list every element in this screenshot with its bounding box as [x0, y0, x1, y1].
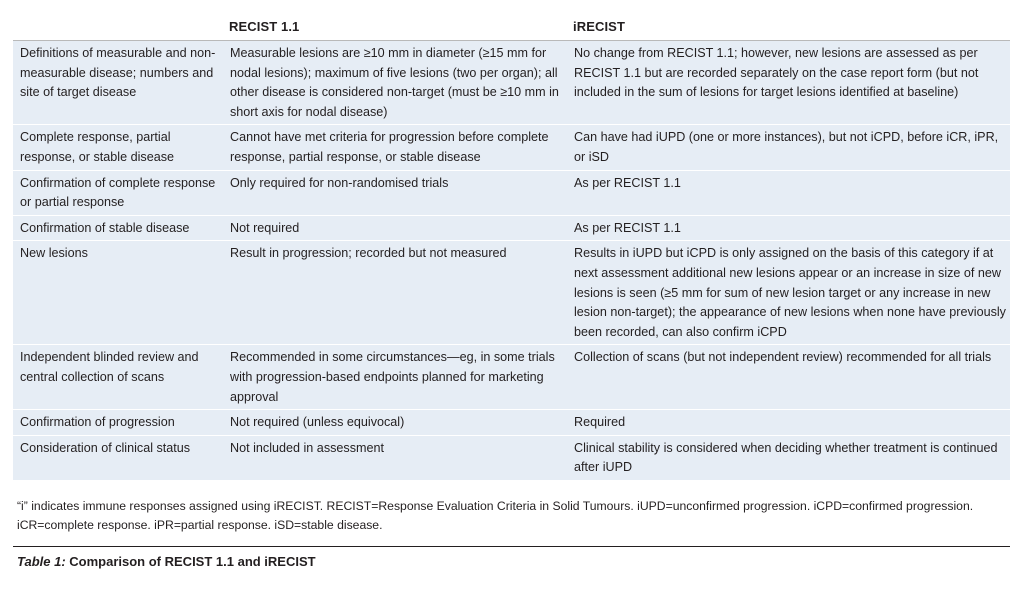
criterion-cell: Confirmation of stable disease [20, 220, 190, 235]
criterion-cell: Complete response, partial response, or stable disease [20, 130, 175, 164]
table-row [13, 171, 1010, 216]
irecist-cell: Required [574, 415, 626, 430]
irecist-cell: Clinical stability is considered when deciding whether treatment is continued after iUPD [574, 440, 998, 475]
table-row [13, 41, 1010, 125]
table-row [13, 125, 1010, 170]
criterion-cell: Consideration of clinical status [20, 440, 191, 455]
table-body [13, 41, 1010, 481]
recist-cell: Cannot have met criteria for progression before complete response, partial response, or stable disease [230, 130, 549, 164]
criterion-cell: Confirmation of complete response or partial response [20, 175, 216, 210]
irecist-cell: Can have had iUPD (one or more instances), but not iCPD, before iCR, iPR, or iSD [574, 130, 999, 164]
criterion-cell: Independent blinded review and central collection of scans [20, 350, 199, 384]
table-footnote: “i” indicates immune responses assigned using iRECIST. RECIST=Response Evaluation Criteria in Solid Tumours. iUPD=unconfirmed progression. iCPD=confirmed progression. iCR=complete response. iPR=partial response. iSD=stable disease. [17, 498, 974, 533]
recist-cell: Result in progression; recorded but not measured [230, 246, 507, 261]
recist-cell: Not required [230, 220, 300, 235]
table-figure [13, 10, 1010, 590]
criterion-cell: Definitions of measurable and non-measurable disease; numbers and site of target disease [20, 46, 216, 100]
irecist-cell: No change from RECIST 1.1; however, new lesions are assessed as per RECIST 1.1 but are recorded separately on the case report form (but not included in the sum of lesions for target lesions identified at baseline) [574, 46, 979, 100]
table-row [13, 410, 1010, 436]
recist-cell: Recommended in some circumstances—eg, in some trials with progression-based endpoints planned for marketing approval [230, 350, 555, 404]
criterion-cell: New lesions [20, 246, 88, 261]
irecist-cell: As per RECIST 1.1 [574, 220, 681, 235]
header-recist: RECIST 1.1 [229, 19, 300, 34]
criterion-cell: Confirmation of progression [20, 415, 175, 430]
table-row [13, 436, 1010, 481]
recist-cell: Only required for non-randomised trials [230, 175, 449, 190]
header-irecist: iRECIST [573, 19, 625, 34]
caption-label: Table 1: [17, 553, 66, 569]
table-caption [13, 547, 1010, 569]
recist-cell: Not required (unless equivocal) [230, 415, 405, 430]
header-criterion [13, 10, 223, 40]
irecist-cell: Collection of scans (but not independent review) recommended for all trials [574, 350, 992, 365]
recist-cell: Not included in assessment [230, 440, 385, 455]
table-row [13, 216, 1010, 242]
irecist-cell: As per RECIST 1.1 [574, 175, 681, 190]
irecist-cell: Results in iUPD but iCPD is only assigned on the basis of this category if at next assessment additional new lesions appear or an increase in size of new lesions is seen (≥5 mm for sum of new lesion target or any increase in new lesion non-target); the appearance of new lesions when none have previously been recorded, can also confirm iCPD [574, 246, 1006, 339]
recist-cell: Measurable lesions are ≥10 mm in diameter (≥15 mm for nodal lesions); maximum of five lesions (two per organ); all other disease is considered non-target (must be ≥10 mm in short axis for nodal disease) [230, 46, 559, 119]
table-row [13, 345, 1010, 410]
table-header [13, 10, 1010, 41]
caption-text: Comparison of RECIST 1.1 and iRECIST [69, 553, 316, 569]
table-row [13, 241, 1010, 345]
